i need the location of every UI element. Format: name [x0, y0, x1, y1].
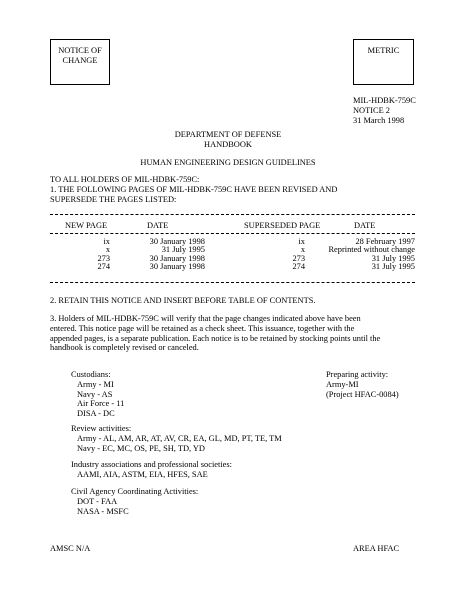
holders-line: TO ALL HOLDERS OF MIL-HDBK-759C: — [50, 175, 200, 184]
footer-amsc: AMSC N/A — [50, 544, 91, 553]
cell-superseded-page: x — [300, 245, 305, 255]
title-guidelines: HUMAN ENGINEERING DESIGN GUIDELINES — [140, 157, 316, 167]
custodians-block — [71, 370, 124, 419]
footer-area: AREA HFAC — [353, 544, 400, 553]
cell-superseded-date: 28 February 1997 — [355, 237, 415, 246]
cell-superseded-page: 274 — [292, 262, 305, 272]
review-label: Review activities: — [71, 424, 132, 433]
cell-date: 30 January 1998 — [149, 253, 205, 263]
custodians-label: Custodians: — [71, 370, 111, 379]
review-activities-block — [71, 424, 282, 453]
civil-label: Civil Agency Coordinating Activities: — [71, 487, 199, 496]
cell-date: 30 January 1998 — [149, 237, 205, 246]
cell-superseded-date: 31 July 1995 — [371, 253, 415, 263]
review-item: Army - AL, AM, AR, AT, AV, CR, EA, GL, MD, PT, TE, TM — [77, 433, 282, 443]
cell-new-page: 274 — [97, 262, 110, 272]
notice-box-line-2: CHANGE — [62, 55, 98, 65]
doc-id: MIL-HDBK-759C — [353, 96, 416, 105]
review-item: Navy - EC, MC, OS, PE, SH, TD, YD — [77, 443, 205, 453]
civil-item: NASA - MSFC — [77, 506, 129, 516]
cell-superseded-date: 31 July 1995 — [371, 262, 415, 272]
preparing-item: Army-MI — [326, 379, 359, 389]
preparing-item: (Project HFAC-0084) — [326, 389, 399, 399]
civil-item: DOT - FAA — [77, 496, 118, 506]
cell-superseded-page: ix — [298, 237, 305, 246]
divider-header — [50, 233, 415, 234]
divider-top — [50, 214, 415, 215]
divider-bottom — [50, 282, 415, 283]
item3-line: 3. Holders of MIL-HDBK-759C will verify that the page changes indicated above have been — [50, 314, 361, 323]
item1-line2: SUPERSEDE THE PAGES LISTED: — [50, 194, 177, 204]
cell-new-page: ix — [103, 237, 110, 246]
cell-date: 31 July 1995 — [161, 245, 205, 255]
custodian-item: Army - MI — [77, 379, 114, 389]
item3-line: handbook is completely revised or canceled. — [50, 343, 199, 353]
col-header-date-1: DATE — [147, 221, 169, 230]
cell-superseded-date: Reprinted without change — [328, 245, 415, 255]
custodian-item: Air Force - 11 — [77, 399, 125, 409]
item3-paragraph — [50, 314, 380, 353]
table-body — [50, 238, 415, 272]
notice-box-line-1: NOTICE OF — [58, 46, 102, 55]
notice-number: NOTICE 2 — [353, 105, 390, 115]
cell-superseded-page: 273 — [292, 253, 305, 263]
item3-line: entered. This notice page will be retained as a check sheet. This issuance, together with the — [50, 323, 355, 333]
col-header-new-page: NEW PAGE — [65, 221, 108, 230]
intro-block — [50, 175, 337, 204]
doc-id-block — [353, 96, 416, 125]
item3-line: appended pages, is a separate publication. Each notice is to be retained by stocking points until the — [50, 333, 381, 343]
notice-date: 31 March 1998 — [353, 115, 405, 125]
industry-label: Industry associations and professional societies: — [71, 460, 232, 469]
industry-block — [71, 460, 232, 480]
civil-agency-block — [71, 487, 198, 516]
title-handbook: HANDBOOK — [204, 139, 252, 149]
item2-text: 2. RETAIN THIS NOTICE AND INSERT BEFORE TABLE OF CONTENTS. — [50, 296, 316, 305]
metric-box — [353, 39, 414, 85]
col-header-date-2: DATE — [354, 221, 376, 230]
cell-date: 30 January 1998 — [149, 262, 205, 272]
cell-new-page: x — [105, 245, 110, 255]
custodian-item: DISA - DC — [77, 409, 115, 418]
custodian-item: Navy - AS — [77, 389, 113, 399]
preparing-activity-block — [326, 370, 399, 399]
industry-item: AAMI, AIA, ASTM, EIA, HFES, SAE — [77, 469, 208, 479]
col-header-superseded-page: SUPERSEDED PAGE — [244, 221, 321, 230]
title-block — [0, 130, 456, 167]
notice-of-change-box — [50, 39, 110, 85]
metric-label: METRIC — [367, 46, 400, 55]
cell-new-page: 273 — [97, 253, 110, 263]
title-department: DEPARTMENT OF DEFENSE — [174, 130, 282, 139]
preparing-label: Preparing activity: — [326, 370, 389, 379]
table-row — [50, 263, 415, 271]
item1-line1: 1. THE FOLLOWING PAGES OF MIL-HDBK-759C HAVE BEEN REVISED AND — [50, 184, 338, 194]
